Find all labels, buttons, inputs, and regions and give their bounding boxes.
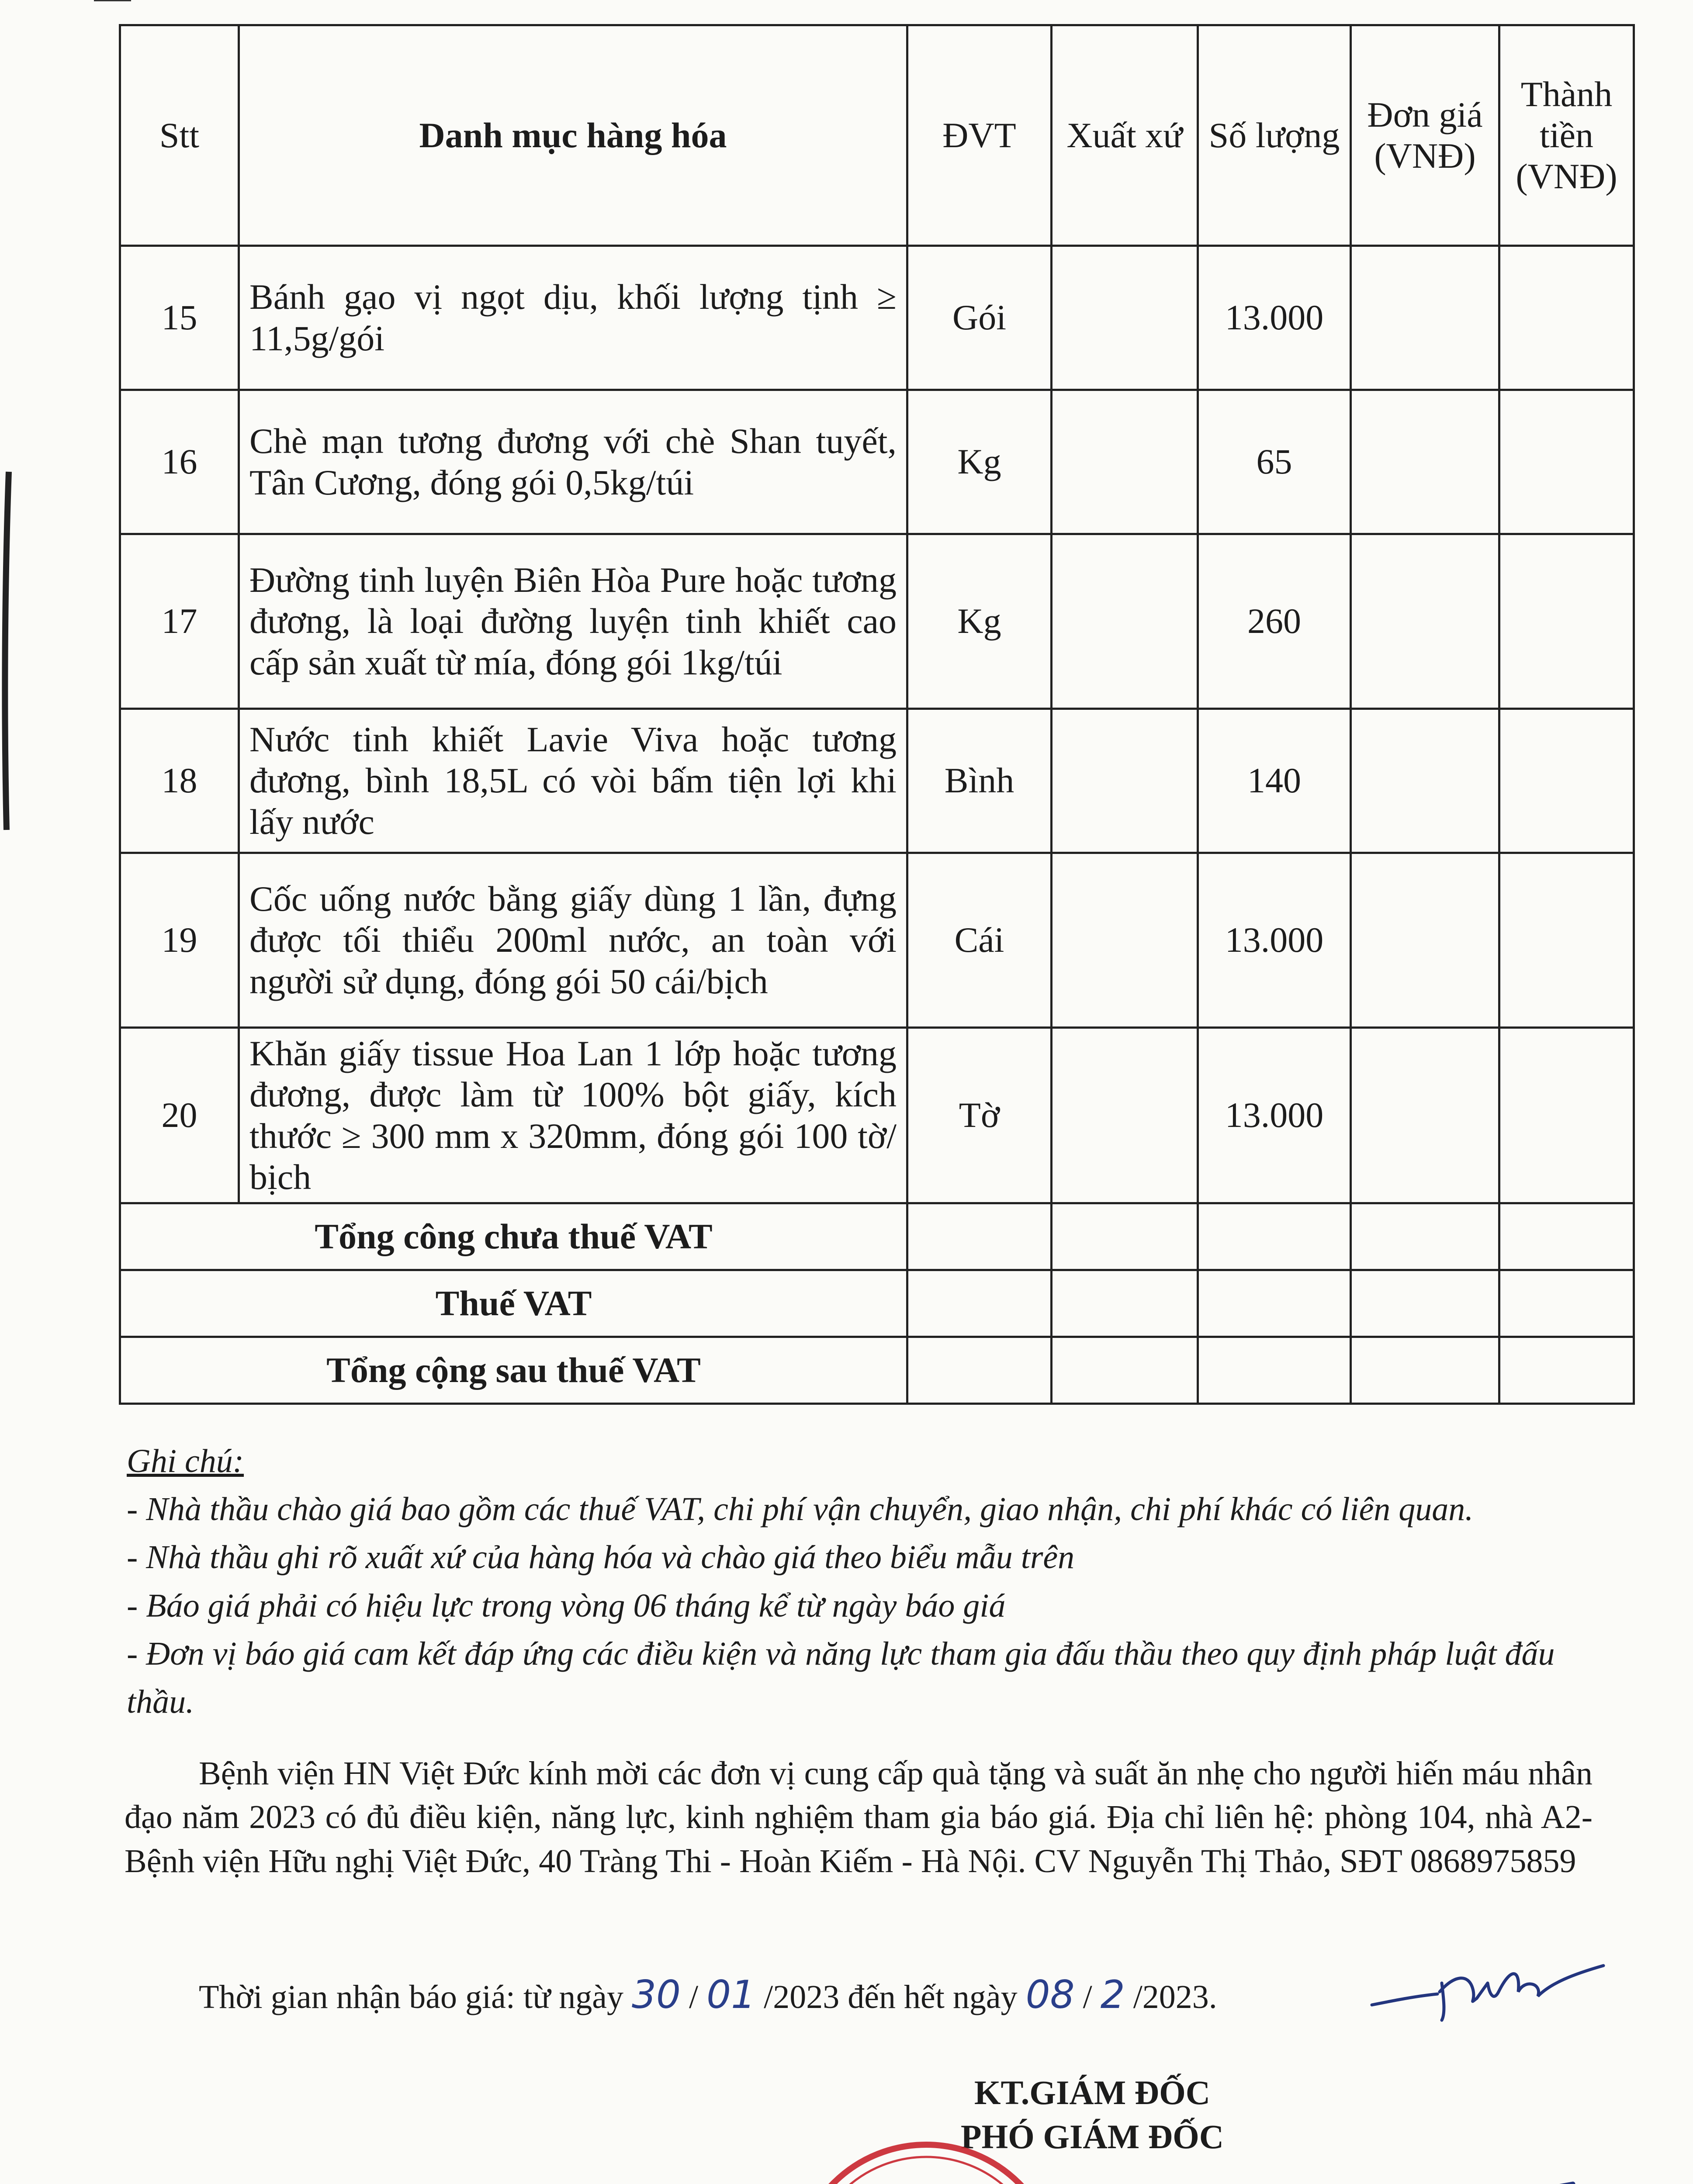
row-amount <box>1499 1028 1634 1203</box>
deadline-middle: /2023 đến hết ngày <box>764 1979 1018 2015</box>
grand-total-cell <box>1351 1337 1499 1404</box>
row-unit: Tờ <box>907 1028 1052 1203</box>
row-quantity: 65 <box>1198 390 1351 534</box>
row-unit-price <box>1351 709 1499 853</box>
subtotal-cell <box>1052 1203 1198 1270</box>
row-stt: 15 <box>120 246 239 390</box>
row-unit: Cái <box>907 853 1052 1028</box>
row-amount <box>1499 246 1634 390</box>
quotation-table <box>119 24 1635 1405</box>
row-unit-price <box>1351 1028 1499 1203</box>
date-separator: / <box>1083 1979 1092 2015</box>
row-item-name: Bánh gạo vị ngọt dịu, khối lượng tịnh ≥ 11,5g/gói <box>239 246 907 390</box>
grand-total-row <box>120 1337 1634 1404</box>
deadline-to-day: 08 <box>1025 1972 1075 2017</box>
row-quantity: 260 <box>1198 534 1351 709</box>
date-separator: / <box>689 1979 699 2015</box>
notes-title: Ghi chú: <box>127 1443 244 1479</box>
deadline-prefix: Thời gian nhận báo giá: từ ngày <box>199 1979 624 2015</box>
table-row <box>120 853 1634 1028</box>
header-unit-price: Đơn giá (VNĐ) <box>1351 25 1499 246</box>
row-amount <box>1499 390 1634 534</box>
vat-cell <box>1351 1270 1499 1337</box>
row-stt: 18 <box>120 709 239 853</box>
grand-total-cell <box>1198 1337 1351 1404</box>
row-item-name: Chè mạn tương đương với chè Shan tuyết, Tân Cương, đóng gói 0,5kg/túi <box>239 390 907 534</box>
row-unit-price <box>1351 853 1499 1028</box>
row-origin <box>1052 709 1198 853</box>
grand-total-label: Tổng cộng sau thuế VAT <box>120 1337 907 1404</box>
row-item-name: Khăn giấy tissue Hoa Lan 1 lớp hoặc tương đương, được làm từ 100% bột giấy, kích thước ≥ 300 mm x 320mm, đóng gói 100 tờ/ bịch <box>239 1028 907 1203</box>
header-stt: Stt <box>120 25 239 246</box>
row-quantity: 13.000 <box>1198 246 1351 390</box>
row-origin <box>1052 1028 1198 1203</box>
note-item: - Đơn vị báo giá cam kết đáp ứng các điều kiện và năng lực tham gia đấu thầu theo quy định pháp luật đấu thầu. <box>127 1635 1555 1720</box>
vat-cell <box>1499 1270 1634 1337</box>
row-unit-price <box>1351 534 1499 709</box>
row-item-name: Đường tinh luyện Biên Hòa Pure hoặc tương đương, là loại đường luyện tinh khiết cao cấp sản xuất từ mía, đóng gói 1kg/túi <box>239 534 907 709</box>
header-item-name: Danh mục hàng hóa <box>239 25 907 246</box>
note-item: - Báo giá phải có hiệu lực trong vòng 06 tháng kể từ ngày báo giá <box>127 1587 1006 1624</box>
signer-title-line2: PHÓ GIÁM ĐỐC <box>960 2118 1224 2156</box>
table-row <box>120 709 1634 853</box>
header-amount: Thành tiền (VNĐ) <box>1499 25 1634 246</box>
row-quantity: 140 <box>1198 709 1351 853</box>
subtotal-row <box>120 1203 1634 1270</box>
header-origin: Xuất xứ <box>1052 25 1198 246</box>
subtotal-cell <box>907 1203 1052 1270</box>
table-row <box>120 534 1634 709</box>
vat-cell <box>1052 1270 1198 1337</box>
row-stt: 16 <box>120 390 239 534</box>
deadline-to-month: 2 <box>1100 1972 1125 2017</box>
row-origin <box>1052 853 1198 1028</box>
row-origin <box>1052 246 1198 390</box>
row-stt: 17 <box>120 534 239 709</box>
note-item: - Nhà thầu chào giá bao gồm các thuế VAT, chi phí vận chuyển, giao nhận, chi phí khác có liên quan. <box>127 1491 1474 1528</box>
vat-cell <box>907 1270 1052 1337</box>
invitation-paragraph: Bệnh viện HN Việt Đức kính mời các đơn vị cung cấp quà tặng và suất ăn nhẹ cho người hiến máu nhân đạo năm 2023 có đủ điều kiện, năng lực, kinh nghiệm tham gia báo giá. Địa chỉ liên hệ: phòng 104, nhà A2- Bệnh viện Hữu nghị Việt Đức, 40 Tràng Thi - Hoàn Kiếm - Hà Nội. CV Nguyễn Thị Thảo, SĐT 0868975859 <box>125 1755 1593 1880</box>
row-origin <box>1052 390 1198 534</box>
grand-total-cell <box>1499 1337 1634 1404</box>
grand-total-cell <box>1052 1337 1198 1404</box>
deadline-suffix: /2023. <box>1133 1979 1217 2015</box>
row-unit: Bình <box>907 709 1052 853</box>
handwritten-signature <box>852 2153 1595 2184</box>
vat-cell <box>1198 1270 1351 1337</box>
row-quantity: 13.000 <box>1198 1028 1351 1203</box>
handwritten-initials <box>1368 1957 1612 2022</box>
row-stt: 20 <box>120 1028 239 1203</box>
row-unit-price <box>1351 390 1499 534</box>
row-unit: Kg <box>907 390 1052 534</box>
deadline-from-day: 30 <box>632 1972 681 2017</box>
header-unit: ĐVT <box>907 25 1052 246</box>
notes-section <box>127 1437 1595 1726</box>
deadline-from-month: 01 <box>706 1972 756 2017</box>
subtotal-cell <box>1198 1203 1351 1270</box>
signer-title-line1: KT.GIÁM ĐỐC <box>974 2073 1211 2111</box>
row-quantity: 13.000 <box>1198 853 1351 1028</box>
table-row <box>120 390 1634 534</box>
row-origin <box>1052 534 1198 709</box>
table-row <box>120 1028 1634 1203</box>
header-quantity: Số lượng <box>1198 25 1351 246</box>
subtotal-label: Tổng công chưa thuế VAT <box>120 1203 907 1270</box>
row-unit: Gói <box>907 246 1052 390</box>
table-header-row <box>120 25 1634 246</box>
note-item: - Nhà thầu ghi rõ xuất xứ của hàng hóa và chào giá theo biểu mẫu trên <box>127 1539 1075 1576</box>
vat-label: Thuế VAT <box>120 1270 907 1337</box>
row-unit-price <box>1351 246 1499 390</box>
row-stt: 19 <box>120 853 239 1028</box>
grand-total-cell <box>907 1337 1052 1404</box>
row-item-name: Nước tinh khiết Lavie Viva hoặc tương đương, bình 18,5L có vòi bấm tiện lợi khi lấy nước <box>239 709 907 853</box>
row-amount <box>1499 709 1634 853</box>
subtotal-cell <box>1351 1203 1499 1270</box>
vat-row <box>120 1270 1634 1337</box>
row-amount <box>1499 534 1634 709</box>
row-item-name: Cốc uống nước bằng giấy dùng 1 lần, đựng được tối thiểu 200ml nước, an toàn với người sử dụng, đóng gói 50 cái/bịch <box>239 853 907 1028</box>
subtotal-cell <box>1499 1203 1634 1270</box>
row-amount <box>1499 853 1634 1028</box>
table-row <box>120 246 1634 390</box>
row-unit: Kg <box>907 534 1052 709</box>
